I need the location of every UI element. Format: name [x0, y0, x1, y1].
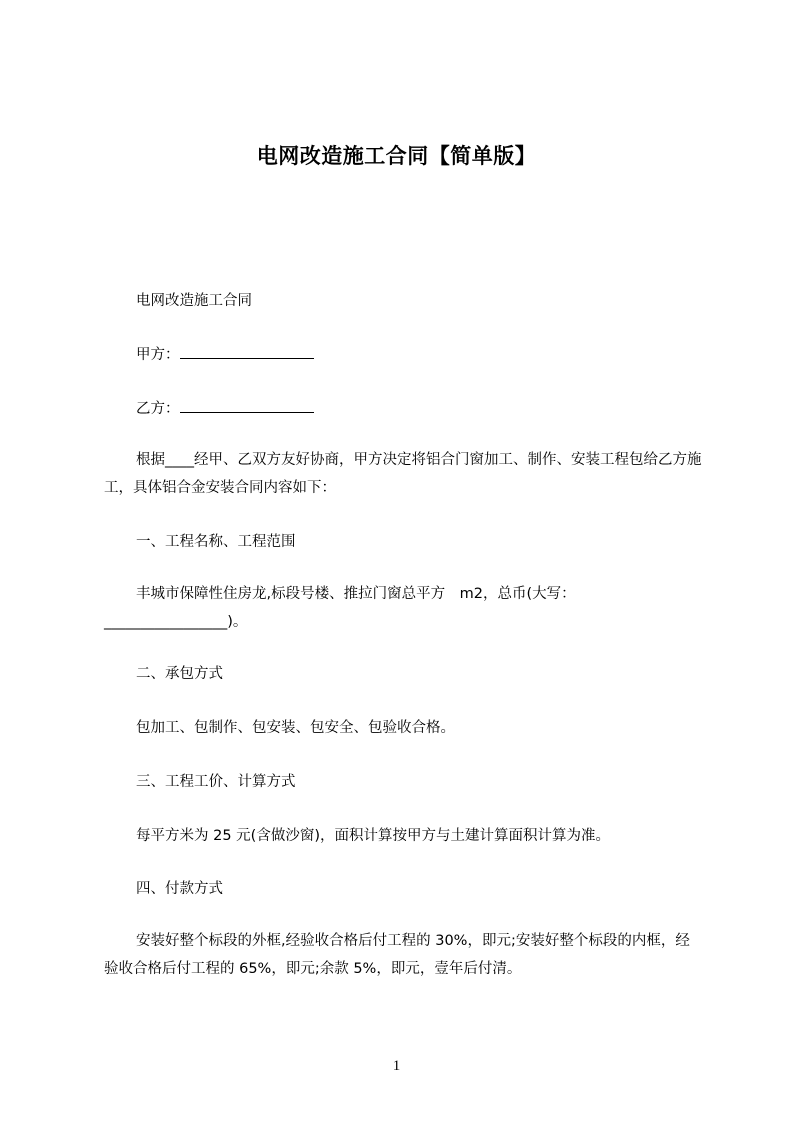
party-a-label: 甲方： — [136, 347, 180, 363]
section4-heading: 四、付款方式 — [136, 881, 223, 897]
document-title: 电网改造施工合同【简单版】 — [256, 144, 537, 168]
section3-body: 每平方米为 25 元(含做沙窗)，面积计算按甲方与土建计算面积计算为准。 — [136, 828, 610, 844]
section1-heading: 一、工程名称、工程范围 — [136, 534, 296, 550]
party-b-line — [136, 398, 314, 419]
party-a-line — [136, 344, 314, 365]
contract-subtitle: 电网改造施工合同 — [136, 293, 252, 309]
party-a-blank — [180, 344, 314, 359]
page-number: 1 — [392, 1058, 401, 1074]
party-b-blank — [180, 398, 314, 413]
section2-body: 包加工、包制作、包安装、包安全、包验收合格。 — [136, 720, 455, 736]
section3-heading: 三、工程工价、计算方式 — [136, 774, 296, 790]
section2-heading: 二、承包方式 — [136, 666, 223, 682]
section1-body: 丰城市保障性住房龙,标段号楼、推拉门窗总平方 m2，总币(大写：_________________)。 — [104, 586, 576, 630]
party-b-label: 乙方： — [136, 401, 180, 417]
section4-body: 安装好整个标段的外框,经验收合格后付工程的 30%，即元;安装好整个标段的内框，经验收合格后付工程的 65%，即元;余款 5%，即元，壹年后付清。 — [104, 933, 690, 977]
intro-paragraph: 根据____经甲、乙双方友好协商，甲方决定将铝合门窗加工、制作、安装工程包给乙方施工，具体铝合金安装合同内容如下： — [104, 452, 702, 496]
